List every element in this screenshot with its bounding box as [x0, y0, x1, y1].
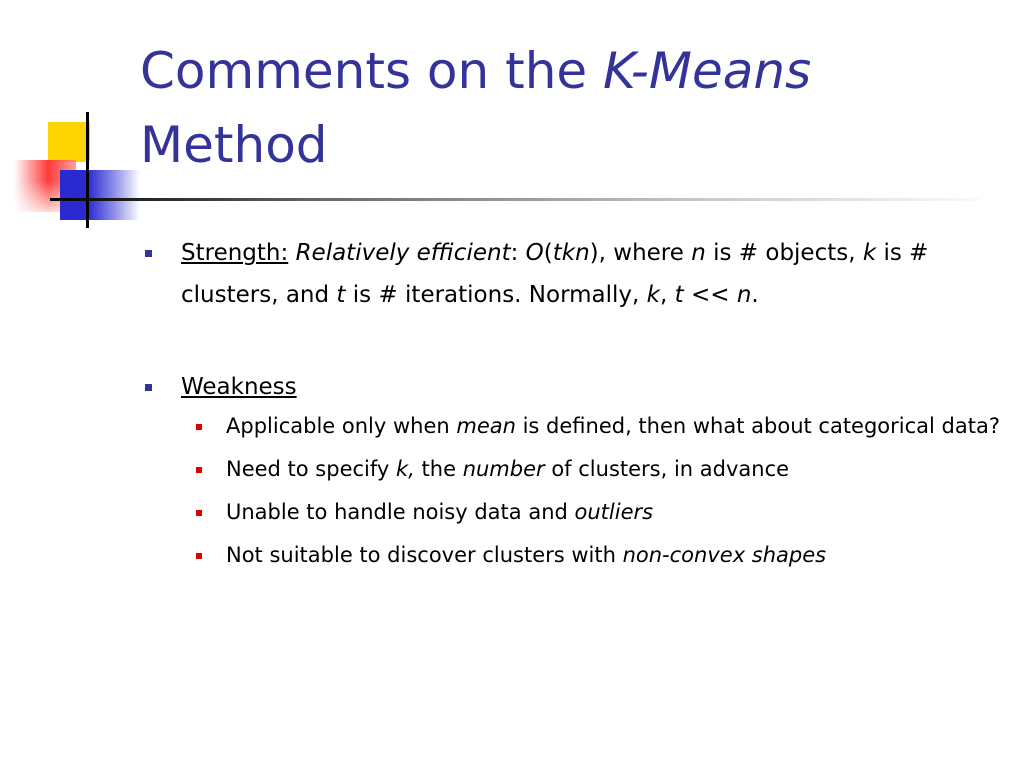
red-square-bullet-icon	[196, 467, 202, 473]
square-bullet-icon	[145, 384, 152, 391]
bullet-weakness	[140, 366, 1000, 408]
blue-square	[60, 170, 140, 220]
red-square-bullet-icon	[196, 553, 202, 559]
strength-text: ,	[659, 282, 675, 308]
slide-body	[140, 232, 1000, 580]
weakness-text: Need to specify	[226, 457, 397, 481]
strength-text: k	[646, 282, 660, 308]
title-part-1: Comments on the	[140, 42, 604, 100]
title-underline-rule	[50, 198, 980, 201]
weakness-text: number	[462, 457, 545, 481]
strength-text: is # clusters, and	[181, 240, 929, 308]
red-square-bullet-icon	[196, 510, 202, 516]
strength-text: ), where	[589, 240, 692, 266]
title-part-3: Method	[140, 116, 328, 174]
strength-text: <<	[683, 282, 737, 308]
strength-text: O	[525, 240, 544, 266]
slide-title	[140, 34, 1000, 182]
yellow-square	[48, 122, 90, 162]
strength-text: is # objects,	[705, 240, 863, 266]
strength-text: Relatively efficient	[295, 240, 511, 266]
square-bullet-icon	[145, 250, 152, 257]
decorative-squares-logo	[0, 0, 150, 240]
weakness-text: is defined, then what about categorical data?	[515, 414, 1000, 438]
strength-text: t	[674, 282, 684, 308]
weakness-text: k,	[396, 457, 415, 481]
strength-text: t	[336, 282, 346, 308]
strength-text: n	[736, 282, 752, 308]
weakness-text: Applicable only when	[226, 414, 457, 438]
vertical-rule	[86, 112, 89, 228]
weakness-text: mean	[456, 414, 516, 438]
weakness-item	[140, 408, 1000, 445]
weakness-text: Unable to handle noisy data and	[226, 500, 575, 524]
strength-text: k	[862, 240, 877, 266]
strength-text: is # iterations. Normally,	[345, 282, 647, 308]
strength-text: tkn	[552, 240, 590, 266]
strength-label: Strength:	[181, 240, 289, 266]
red-square-bullet-icon	[196, 424, 202, 430]
strength-text: :	[510, 240, 526, 266]
weakness-item	[140, 537, 1000, 574]
weakness-text: of clusters, in advance	[544, 457, 790, 481]
weakness-text: outliers	[574, 500, 654, 524]
weakness-text: the	[414, 457, 463, 481]
strength-text: n	[691, 240, 706, 266]
bullet-strength	[140, 232, 1000, 316]
weakness-label: Weakness	[181, 374, 297, 400]
strength-text: (	[543, 240, 553, 266]
weakness-text: non-convex shapes	[622, 543, 827, 567]
strength-text: .	[751, 282, 759, 308]
weakness-text: Not suitable to discover clusters with	[226, 543, 623, 567]
weakness-item	[140, 451, 1000, 488]
title-part-2: K-Means	[603, 42, 812, 100]
weakness-item	[140, 494, 1000, 531]
spacer	[140, 316, 1000, 366]
